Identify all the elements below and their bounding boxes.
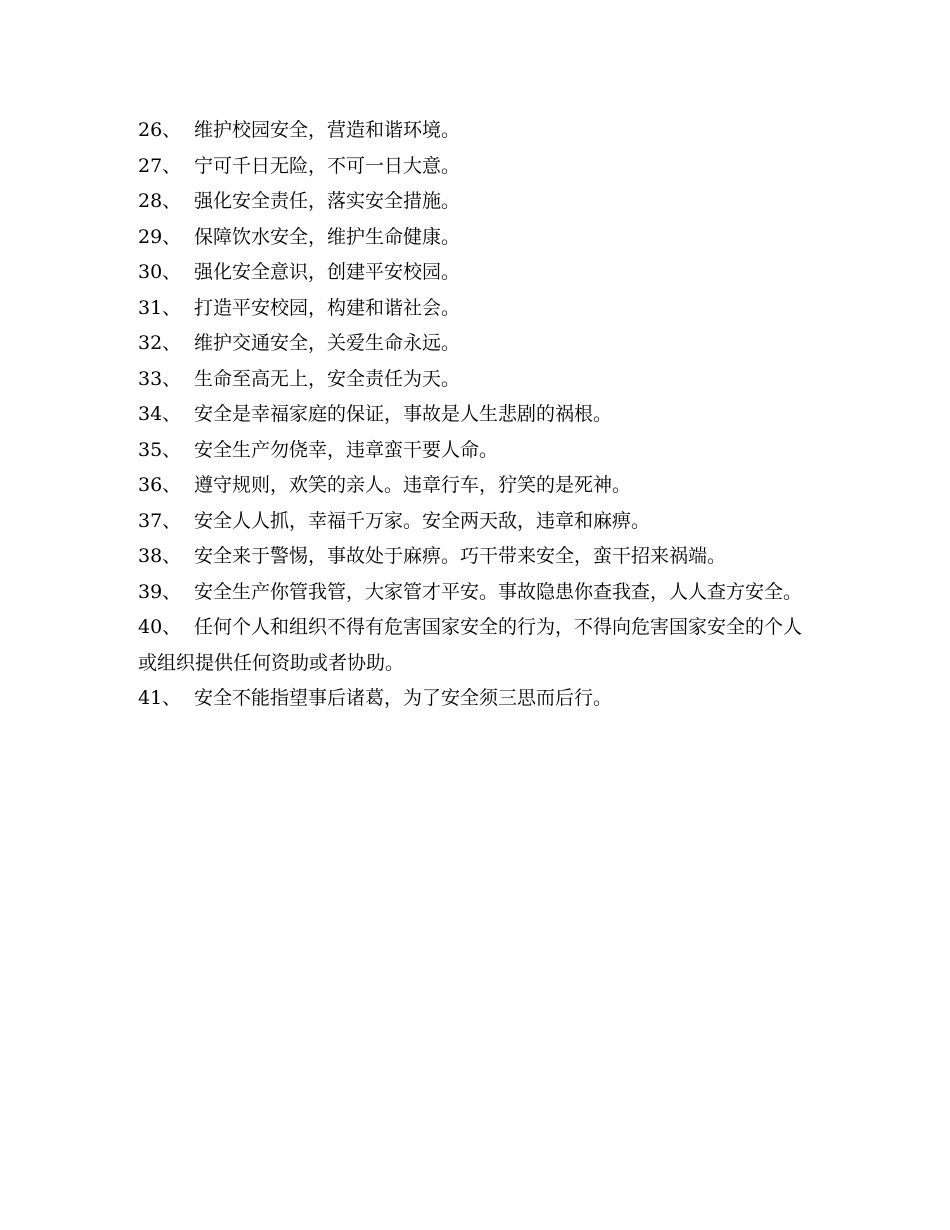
item-text: 维护交通安全，关爱生命永远。 <box>194 332 461 354</box>
item-text: 安全人人抓，幸福千万家。安全两天敌，违章和麻痹。 <box>194 509 651 532</box>
item-text: 安全不能指望事后诸葛，为了安全须三思而后行。 <box>194 687 613 709</box>
item-number: 27、 <box>138 154 182 177</box>
item-number: 39、 <box>138 580 182 603</box>
item-number: 31、 <box>138 296 182 319</box>
item-number: 37、 <box>138 509 182 532</box>
list-item <box>138 433 818 469</box>
item-text: 安全来于警惕，事故处于麻痹。巧干带来安全，蛮干招来祸端。 <box>194 545 727 567</box>
item-text: 维护校园安全，营造和谐环境。 <box>194 119 461 141</box>
item-text: 安全生产你管我管，大家管才平安。事故隐患你查我查，人人查方安全。 <box>194 580 803 603</box>
list-item <box>138 539 818 575</box>
list-item <box>138 468 818 504</box>
list-item <box>138 326 818 362</box>
list-item <box>138 149 818 185</box>
item-text: 任何个人和组织不得有危害国家安全的行为，不得向危害国家安全的个人或组织提供任何资助或者协助。 <box>138 616 803 674</box>
list-item <box>138 113 818 149</box>
slogan-list <box>138 113 818 717</box>
item-text: 宁可千日无险，不可一日大意。 <box>194 154 461 177</box>
list-item <box>138 681 818 717</box>
item-number: 35、 <box>138 438 182 461</box>
item-number: 26、 <box>138 119 182 141</box>
list-item <box>138 255 818 291</box>
item-text: 打造平安校园，构建和谐社会。 <box>194 296 461 319</box>
list-item <box>138 291 818 327</box>
item-number: 41、 <box>138 687 182 709</box>
list-item <box>138 184 818 220</box>
item-text: 强化安全责任，落实安全措施。 <box>194 190 461 212</box>
item-text: 安全是幸福家庭的保证，事故是人生悲剧的祸根。 <box>194 403 613 425</box>
list-item <box>138 504 818 540</box>
list-item <box>138 610 818 681</box>
list-item <box>138 220 818 256</box>
item-number: 40、 <box>138 616 182 638</box>
item-number: 38、 <box>138 545 182 567</box>
item-text: 强化安全意识，创建平安校园。 <box>194 261 461 283</box>
item-number: 30、 <box>138 261 182 283</box>
list-item <box>138 397 818 433</box>
item-number: 32、 <box>138 332 182 354</box>
item-text: 遵守规则，欢笑的亲人。违章行车，狞笑的是死神。 <box>194 474 632 496</box>
item-number: 36、 <box>138 474 182 496</box>
list-item <box>138 575 818 611</box>
item-text: 生命至高无上，安全责任为天。 <box>194 367 461 390</box>
item-number: 28、 <box>138 190 182 212</box>
item-number: 33、 <box>138 367 182 390</box>
item-number: 34、 <box>138 403 182 425</box>
item-text: 保障饮水安全，维护生命健康。 <box>194 225 461 248</box>
list-item <box>138 362 818 398</box>
item-text: 安全生产勿侥幸，违章蛮干要人命。 <box>194 438 499 461</box>
item-number: 29、 <box>138 225 182 248</box>
